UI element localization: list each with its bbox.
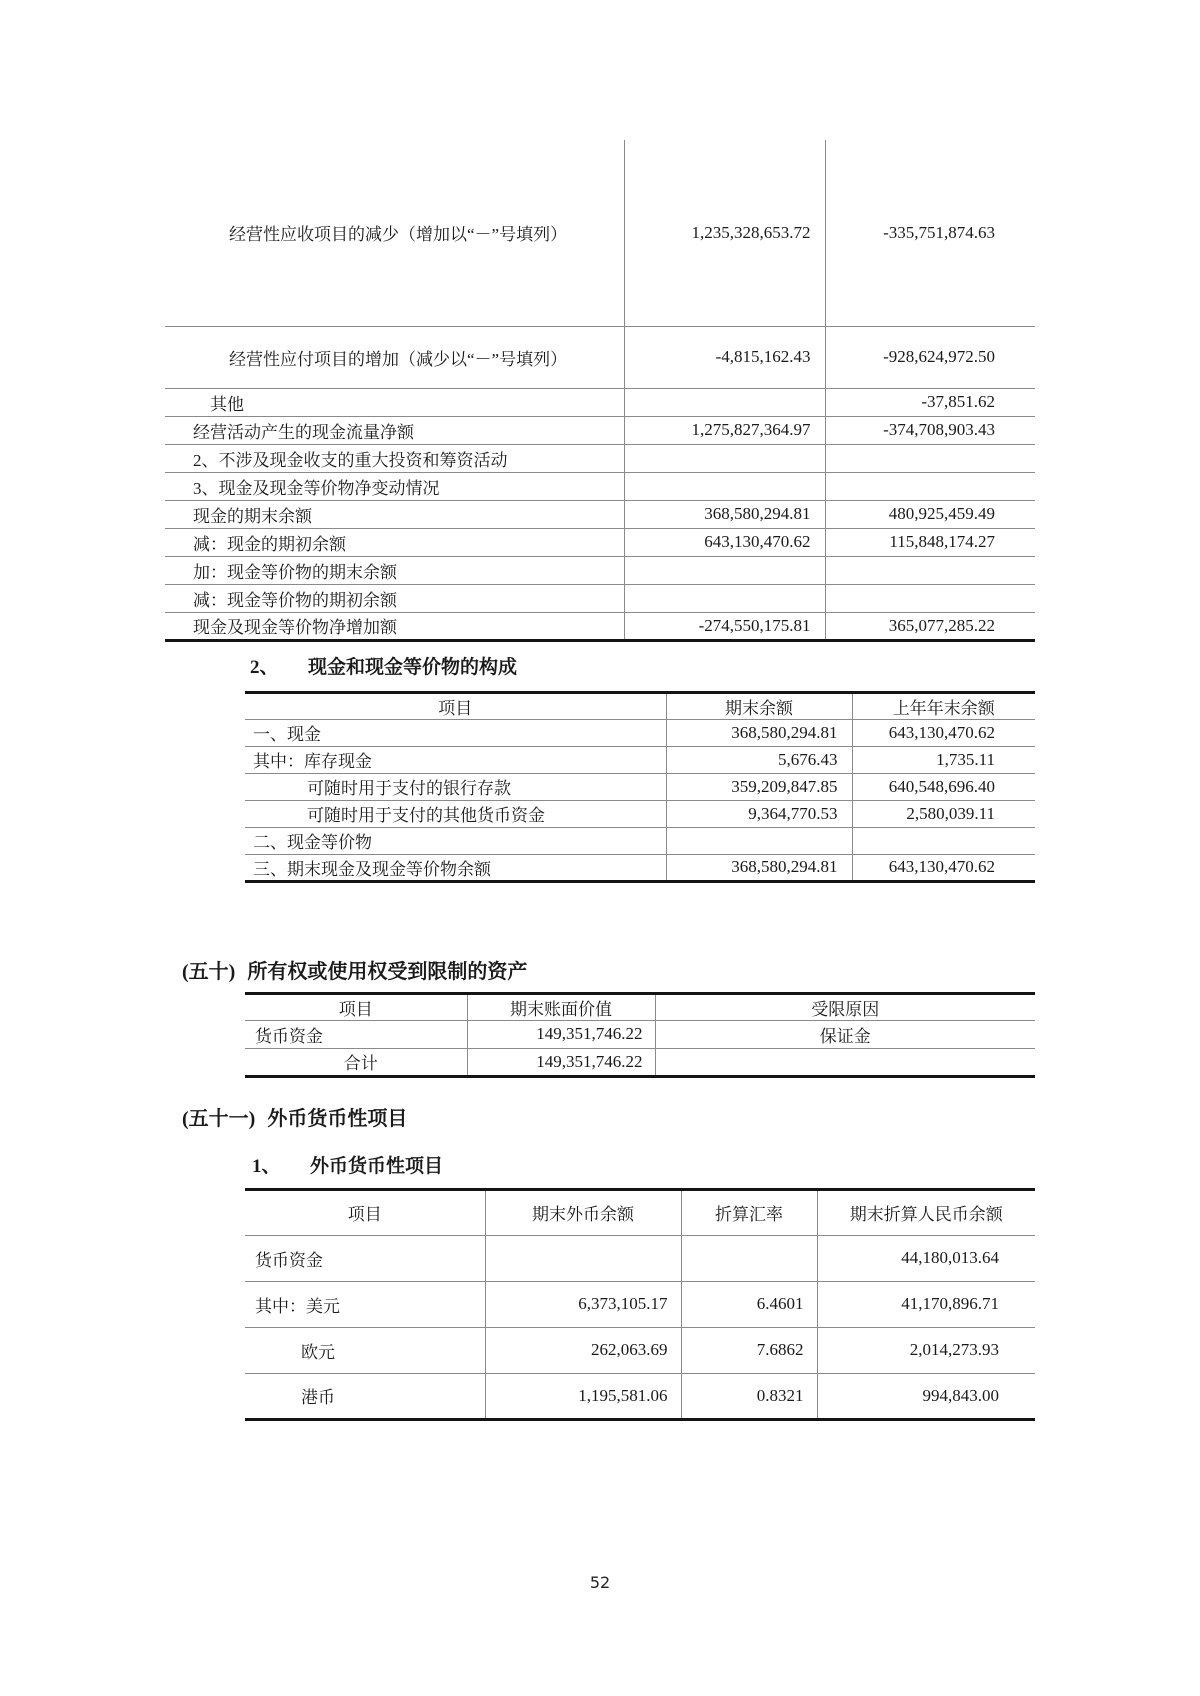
cell-value: 149,351,746.22 bbox=[467, 1048, 655, 1076]
cell-value bbox=[825, 472, 1035, 500]
cash-equivalents-table bbox=[245, 691, 1035, 883]
table-row bbox=[165, 584, 1035, 612]
row-label: 其中：库存现金 bbox=[253, 752, 372, 771]
cell-value: 2,014,273.93 bbox=[817, 1327, 1035, 1373]
cell-value: 0.8321 bbox=[681, 1373, 817, 1419]
cell-value: 保证金 bbox=[655, 1020, 1035, 1048]
table-header bbox=[245, 993, 1035, 1020]
table-row bbox=[245, 1281, 1035, 1327]
table-row bbox=[165, 326, 1035, 388]
row-label: 其中：美元 bbox=[255, 1296, 340, 1316]
cell-value bbox=[624, 556, 825, 584]
cell-value bbox=[624, 472, 825, 500]
cell-value: 7.6862 bbox=[681, 1327, 817, 1373]
column-header: 折算汇率 bbox=[681, 1189, 817, 1235]
header-row bbox=[245, 692, 1035, 719]
cell-value: 480,925,459.49 bbox=[825, 500, 1035, 528]
cell-value: 359,209,847.85 bbox=[666, 773, 852, 800]
subsection-number: 1、 bbox=[252, 1155, 281, 1177]
table-row bbox=[165, 556, 1035, 584]
section-heading-restricted-assets bbox=[182, 955, 1200, 984]
column-header: 项目 bbox=[338, 999, 373, 1019]
column-header: 项目 bbox=[347, 1205, 382, 1224]
section-number: (五十一) bbox=[182, 1107, 256, 1130]
cell-value: 643,130,470.62 bbox=[624, 528, 825, 556]
section-heading-cash-equivalents bbox=[250, 652, 1200, 679]
cell-value: 368,580,294.81 bbox=[666, 854, 852, 881]
row-label: 可随时用于支付的其他货币资金 bbox=[307, 806, 545, 825]
section-title: 现金和现金等价物的构成 bbox=[308, 656, 518, 678]
cell-value bbox=[666, 827, 852, 854]
foreign-currency-table-body bbox=[245, 1235, 1035, 1419]
subsection-title: 外币货币性项目 bbox=[310, 1155, 444, 1177]
cell-value: 115,848,174.27 bbox=[825, 528, 1035, 556]
cell-value: -274,550,175.81 bbox=[624, 612, 825, 640]
row-label: 2、不涉及现金收支的重大投资和筹资活动 bbox=[193, 450, 508, 470]
table-row bbox=[245, 854, 1035, 881]
table-row bbox=[165, 140, 1035, 326]
row-label: 一、现金 bbox=[253, 725, 321, 744]
cell-value: 1,195,581.06 bbox=[485, 1373, 681, 1419]
table-header bbox=[245, 692, 1035, 719]
table-row bbox=[245, 1048, 1035, 1076]
table-row bbox=[165, 388, 1035, 416]
row-label: 减：现金的期初余额 bbox=[193, 534, 346, 554]
cell-value: 1,235,328,653.72 bbox=[624, 140, 825, 326]
row-label: 3、现金及现金等价物净变动情况 bbox=[193, 478, 440, 498]
section-title: 所有权或使用权受到限制的资产 bbox=[247, 960, 528, 983]
row-label: 现金的期末余额 bbox=[193, 506, 312, 526]
cell-value bbox=[655, 1048, 1035, 1076]
table-row bbox=[245, 1235, 1035, 1281]
cell-value: 262,063.69 bbox=[485, 1327, 681, 1373]
row-label: 三、期末现金及现金等价物余额 bbox=[253, 859, 491, 879]
cell-value bbox=[681, 1235, 817, 1281]
cell-value: 6.4601 bbox=[681, 1281, 817, 1327]
table-row bbox=[245, 773, 1035, 800]
table-row bbox=[245, 719, 1035, 746]
table-row bbox=[165, 500, 1035, 528]
cell-value: 643,130,470.62 bbox=[852, 854, 1035, 881]
cell-value: 2,580,039.11 bbox=[852, 800, 1035, 827]
cash-flow-table bbox=[165, 140, 1035, 642]
cell-value bbox=[825, 556, 1035, 584]
cell-value: -928,624,972.50 bbox=[825, 326, 1035, 388]
table-row bbox=[245, 827, 1035, 854]
cell-value: 41,170,896.71 bbox=[817, 1281, 1035, 1327]
section-number: 2、 bbox=[250, 656, 279, 678]
row-label: 可随时用于支付的银行存款 bbox=[307, 779, 511, 798]
cash-flow-table-body bbox=[165, 140, 1035, 640]
column-header: 期末外币余额 bbox=[485, 1189, 681, 1235]
table-header bbox=[245, 1189, 1035, 1235]
cell-value: 994,843.00 bbox=[817, 1373, 1035, 1419]
cell-value: 149,351,746.22 bbox=[467, 1020, 655, 1048]
cell-value bbox=[624, 388, 825, 416]
subsection-heading-foreign-currency bbox=[252, 1151, 1200, 1178]
row-label: 欧元 bbox=[301, 1342, 335, 1362]
row-label: 经营性应付项目的增加（减少以“－”号填列） bbox=[229, 349, 568, 369]
cell-value bbox=[485, 1235, 681, 1281]
cash-equivalents-table-body bbox=[245, 719, 1035, 881]
row-label: 货币资金 bbox=[255, 1026, 323, 1046]
row-label: 减：现金等价物的期初余额 bbox=[193, 590, 397, 610]
cell-value bbox=[825, 584, 1035, 612]
cell-value: 640,548,696.40 bbox=[852, 773, 1035, 800]
cell-value: -4,815,162.43 bbox=[624, 326, 825, 388]
column-header: 期末折算人民币余额 bbox=[817, 1189, 1035, 1235]
row-label: 二、现金等价物 bbox=[253, 833, 372, 852]
cell-value: 368,580,294.81 bbox=[666, 719, 852, 746]
cell-value: -37,851.62 bbox=[825, 388, 1035, 416]
cell-value: 44,180,013.64 bbox=[817, 1235, 1035, 1281]
row-label: 经营性应收项目的减少（增加以“－”号填列） bbox=[229, 225, 568, 245]
column-header: 期末余额 bbox=[666, 692, 852, 719]
row-label: 加：现金等价物的期末余额 bbox=[193, 562, 397, 582]
table-row bbox=[245, 1373, 1035, 1419]
header-row bbox=[245, 1189, 1035, 1235]
table-row bbox=[245, 1327, 1035, 1373]
cell-value: -374,708,903.43 bbox=[825, 416, 1035, 444]
cell-value bbox=[825, 444, 1035, 472]
section-title: 外币货币性项目 bbox=[267, 1107, 408, 1130]
table-row bbox=[165, 416, 1035, 444]
cell-value: 643,130,470.62 bbox=[852, 719, 1035, 746]
restricted-assets-table-body bbox=[245, 1020, 1035, 1076]
column-header: 项目 bbox=[438, 698, 473, 718]
column-header: 上年年末余额 bbox=[852, 692, 1035, 719]
row-label: 合计 bbox=[343, 1054, 378, 1073]
cell-value: 1,275,827,364.97 bbox=[624, 416, 825, 444]
row-label: 港币 bbox=[301, 1388, 335, 1407]
restricted-assets-table bbox=[245, 992, 1035, 1078]
column-header: 受限原因 bbox=[655, 993, 1035, 1020]
section-heading-foreign-currency bbox=[182, 1102, 1200, 1131]
cell-value: 365,077,285.22 bbox=[825, 612, 1035, 640]
table-row bbox=[165, 444, 1035, 472]
cell-value bbox=[624, 444, 825, 472]
table-row bbox=[245, 800, 1035, 827]
row-label: 经营活动产生的现金流量净额 bbox=[193, 422, 414, 442]
cell-value: 1,735.11 bbox=[852, 746, 1035, 773]
cell-value bbox=[624, 584, 825, 612]
cell-value: -335,751,874.63 bbox=[825, 140, 1035, 326]
table-row bbox=[245, 746, 1035, 773]
section-number: (五十) bbox=[182, 960, 236, 983]
cell-value: 6,373,105.17 bbox=[485, 1281, 681, 1327]
row-label: 现金及现金等价物净增加额 bbox=[193, 618, 397, 637]
row-label: 其他 bbox=[210, 394, 244, 414]
foreign-currency-table bbox=[245, 1188, 1035, 1421]
table-row bbox=[165, 612, 1035, 640]
row-label: 货币资金 bbox=[255, 1250, 323, 1270]
cell-value: 368,580,294.81 bbox=[624, 500, 825, 528]
column-header: 期末账面价值 bbox=[467, 993, 655, 1020]
cell-value: 9,364,770.53 bbox=[666, 800, 852, 827]
table-row bbox=[245, 1020, 1035, 1048]
table-row bbox=[165, 472, 1035, 500]
page-number: 52 bbox=[589, 1572, 611, 1592]
table-row bbox=[165, 528, 1035, 556]
cell-value bbox=[852, 827, 1035, 854]
header-row bbox=[245, 993, 1035, 1020]
cell-value: 5,676.43 bbox=[666, 746, 852, 773]
